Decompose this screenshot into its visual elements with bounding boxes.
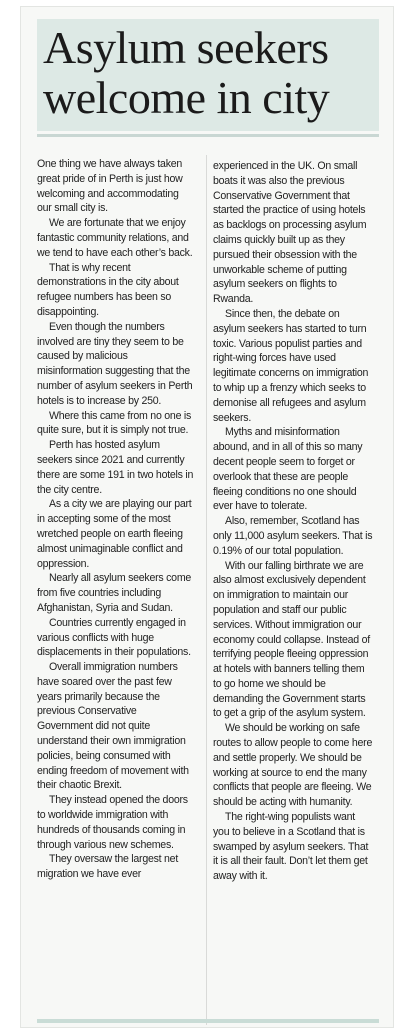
article-column-right <box>213 159 373 884</box>
paragraph: One thing we have always taken great pride of in Perth is just how welcoming and accommodating our small city is. <box>37 158 183 215</box>
column-divider <box>206 155 207 1025</box>
paragraph: With our falling birthrate we are also almost exclusively dependent on immigration to maintain our population and staff our public services. Without immigration our economy could collapse. Instead of terrifying people fleeing oppression at hotels with banners telling them to go home we should be demanding the Government starts to get a grip of the asylum system. <box>213 559 370 720</box>
paragraph: We are fortunate that we enjoy fantastic community relations, and we tend to have each other’s back. <box>37 217 193 259</box>
paragraph: Countries currently engaged in various conflicts with huge displacements in their populations. <box>37 616 191 659</box>
headline-line-1: Asylum seekers <box>43 22 329 73</box>
paragraph: Since then, the debate on asylum seekers has started to turn toxic. Various populist parties and right-wing forces have used legitimate concerns on immigration to whip up a frenzy which seeks to demonise all refugees and asylum seekers. <box>213 307 369 424</box>
paragraph: Perth has hosted asylum seekers since 2021 and currently there are some 191 in two hotels in the city centre. <box>37 439 194 496</box>
paragraph: They oversaw the largest net migration we have ever <box>37 853 179 881</box>
paragraph: Overall immigration numbers have soared over the past few years primarily because the previous Conservative Government did not quite understand their own immigration policies, being consumed with ending freedom of movement with their chaotic Brexit. <box>37 661 189 792</box>
bottom-accent-bar <box>37 1019 379 1023</box>
paragraph: As a city we are playing our part in accepting some of the most wretched people on earth fleeing almost unimaginable conflict and oppression. <box>37 498 192 570</box>
paragraph: Nearly all asylum seekers come from five countries including Afghanistan, Syria and Sudan. <box>37 572 192 614</box>
article-column-left <box>37 157 195 882</box>
paragraph: Also, remember, Scotland has only 11,000 asylum seekers. That is 0.19% of our total population. <box>213 515 373 557</box>
paragraph: That is why recent demonstrations in the city about refugee numbers has been so disappointing. <box>37 261 179 318</box>
paragraph: They instead opened the doors to worldwide immigration with hundreds of thousands coming in through various new schemes. <box>37 794 188 851</box>
paragraph: Myths and misinformation abound, and in all of this so many decent people seem to forget or overlook that these are people fleeing conditions no one should ever have to tolerate. <box>213 426 363 513</box>
headline <box>43 23 375 123</box>
newspaper-clipping <box>20 6 394 1028</box>
paragraph: We should be working on safe routes to allow people to come here and settle properly. We should be working at source to end the many conflicts that people are fleeing. We should be acting with humanity. <box>213 722 373 809</box>
paragraph: Where this came from no one is quite sure, but it is simply not true. <box>37 409 192 437</box>
paragraph: The right-wing populists want you to believe in a Scotland that is swamped by asylum seekers. That it is all their fault. Don’t let them get away with it. <box>213 811 369 883</box>
paragraph: Even though the numbers involved are tiny they seem to be caused by malicious misinformation suggesting that the number of asylum seekers in Perth hotels is to increase by 250. <box>37 320 193 407</box>
headline-line-2: welcome in city <box>43 72 330 123</box>
paragraph: experienced in the UK. On small boats it was also the previous Conservative Government that started the practice of using hotels as backlogs on processing asylum claims quickly built up as they pursued their obsession with the unworkable scheme of putting asylum seekers on flights to Rwanda. <box>213 160 367 306</box>
headline-banner <box>37 19 379 131</box>
